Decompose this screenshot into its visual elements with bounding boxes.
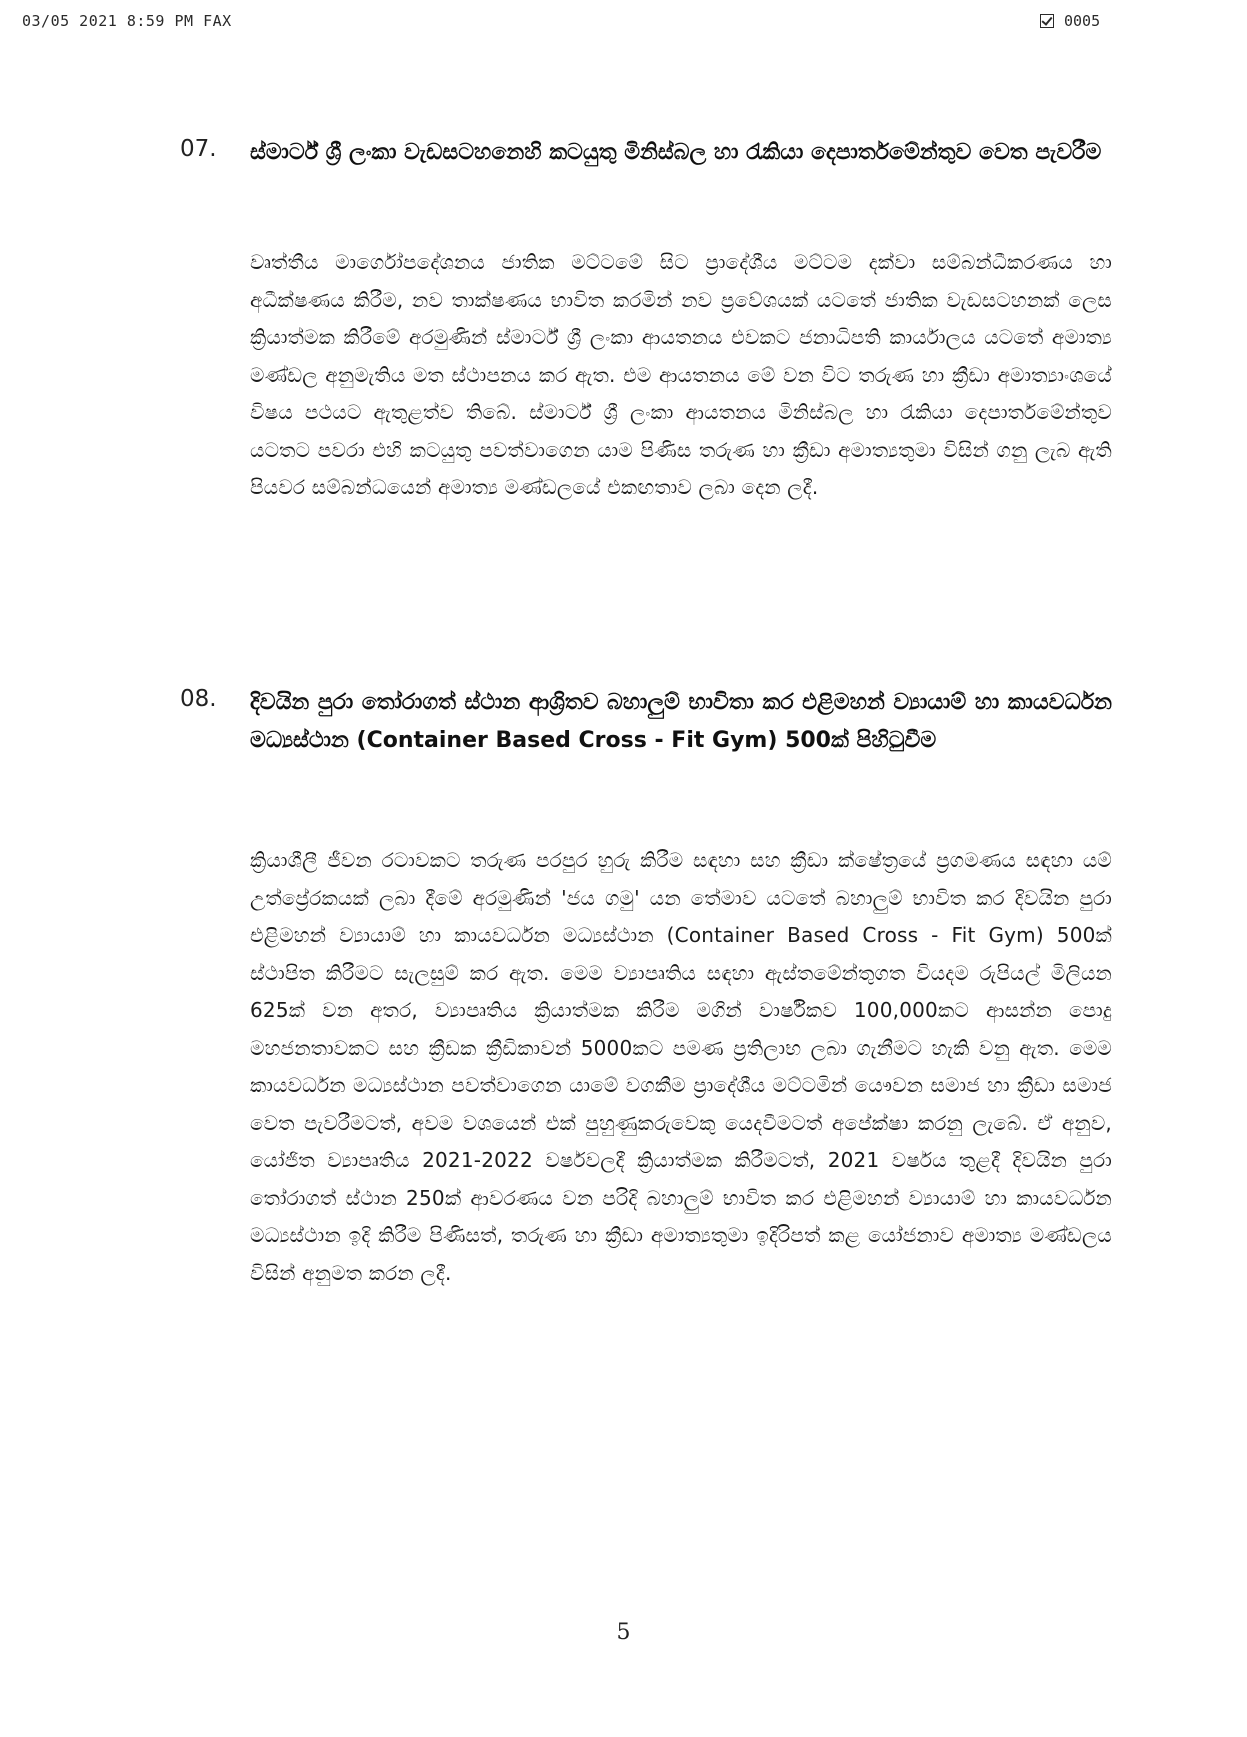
section-title: ස්මාර්ට් ශ්‍රී ලංකා වැඩසටහනෙහි කටයුතු මිනිස්බල හා රැකියා දෙපාර්තමේන්තුව වෙත පැවරීම: [250, 140, 1102, 165]
section-number: 08.: [180, 686, 217, 712]
section-title: දිවයින පුරා තෝරාගත් ස්ථාන ආශ්‍රිතව බහාලුම් භාවිතා කර එළිමහන් ව්‍යායාම් හා කායවර්ධන මධ්‍යස්ථාන (Container Based Cross - Fit Gym) 500ක් පිහිටුවීම: [250, 690, 1112, 753]
checkbox-icon: [1040, 14, 1054, 28]
fax-timestamp: 03/05 2021 8:59 PM FAX: [22, 12, 232, 30]
fax-page-code-text: 0005: [1064, 12, 1101, 30]
page-number: 5: [616, 1620, 631, 1645]
section-body: වෘත්තීය මාර්ගෝපදේශනය ජාතික මට්ටමේ සිට ප්‍රාදේශීය මට්ටම දක්වා සම්බන්ධීකරණය හා අධීක්ෂණය කිරීම, නව තාක්ෂණය භාවිත කරමින් නව ප්‍රවේශයක් යටතේ ජාතික වැඩසටහනක් ලෙස ක්‍රියාත්මක කිරීමේ අරමුණින් ස්මාර්ට් ශ්‍රී ලංකා ආයතනය එවකට ජනාධිපති කාර්යාලය යටතේ අමාත්‍ය මණ්ඩල අනුමැතිය මත ස්ථාපනය කර ඇත. එම ආයතනය මේ වන විට තරුණ හා ක්‍රීඩා අමාත්‍යාංශයේ විෂය පථයට ඇතුළත්ව තිබේ. ස්මාර්ට් ශ්‍රී ලංකා ආයතනය මිනිස්බල හා රැකියා දෙපාර්තමේන්තුව යටතට පවරා එහි කටයුතු පවත්වාගෙන යාම පිණිස තරුණ හා ක්‍රීඩා අමාත්‍යතුමා විසින් ගනු ලැබ ඇති පියවර සම්බන්ධයෙන් අමාත්‍ය මණ්ඩලයේ එකඟතාව ලබා දෙන ලදී.: [250, 250, 1112, 499]
section-body: ක්‍රියාශීලී ජීවන රටාවකට තරුණ පරපුර හුරු කිරීම සඳහා සහ ක්‍රීඩා ක්ෂේත්‍රයේ ප්‍රගමණය සඳහා යම් උත්ප්‍රේරකයක් ලබා දීමේ අරමුණින් 'ජය ගමු' යන තේමාව යටතේ බහාලුම් භාවිත කර දිවයින පුරා එළිමහන් ව්‍යායාම් හා කායවර්ධන මධ්‍යස්ථාන (Container Based Cross - Fit Gym) 500ක් ස්ථාපිත කිරීමට සැලසුම් කර ඇත. මෙම ව්‍යාපෘතිය සඳහා ඇස්තමේන්තුගත වියදම රුපියල් මිලියන 625ක් වන අතර, ව්‍යාපෘතිය ක්‍රියාත්මක කිරීම මගින් වාර්ෂිකව 100,000කට ආසන්න පොදු මහජනතාවකට සහ ක්‍රීඩක ක්‍රීඩිකාවන් 5000කට පමණ ප්‍රතිලාභ ලබා ගැනීමට හැකි වනු ඇත. මෙම කායවර්ධන මධ්‍යස්ථාන පවත්වාගෙන යාමේ වගකීම ප්‍රාදේශීය මට්ටමින් යෞවන සමාජ හා ක්‍රීඩා සමාජ වෙත පැවරීමටත්, අවම වශයෙන් එක් පුහුණුකරුවෙකු යෙදවීමටත් අපේක්ෂා කරනු ලැබේ. ඒ අනුව, යෝජිත ව්‍යාපෘතිය 2021-2022 වර්ෂවලදී ක්‍රියාත්මක කිරීමටත්, 2021 වර්ෂය තුළදී දිවයින පුරා තෝරාගත් ස්ථාන 250ක් ආවරණය වන පරිදි බහාලුම් භාවිත කර එළිමහන් ව්‍යායාම් හා කායවර්ධන මධ්‍යස්ථාන ඉදි කිරීම පිණිසත්, තරුණ හා ක්‍රීඩා අමාත්‍යතුමා ඉදිරිපත් කළ යෝජනාව අමාත්‍ය මණ්ඩලය විසින් අනුමත කරන ලදී.: [250, 848, 1112, 1285]
fax-page-code: [1040, 12, 1100, 30]
section-number: 07.: [180, 136, 217, 162]
